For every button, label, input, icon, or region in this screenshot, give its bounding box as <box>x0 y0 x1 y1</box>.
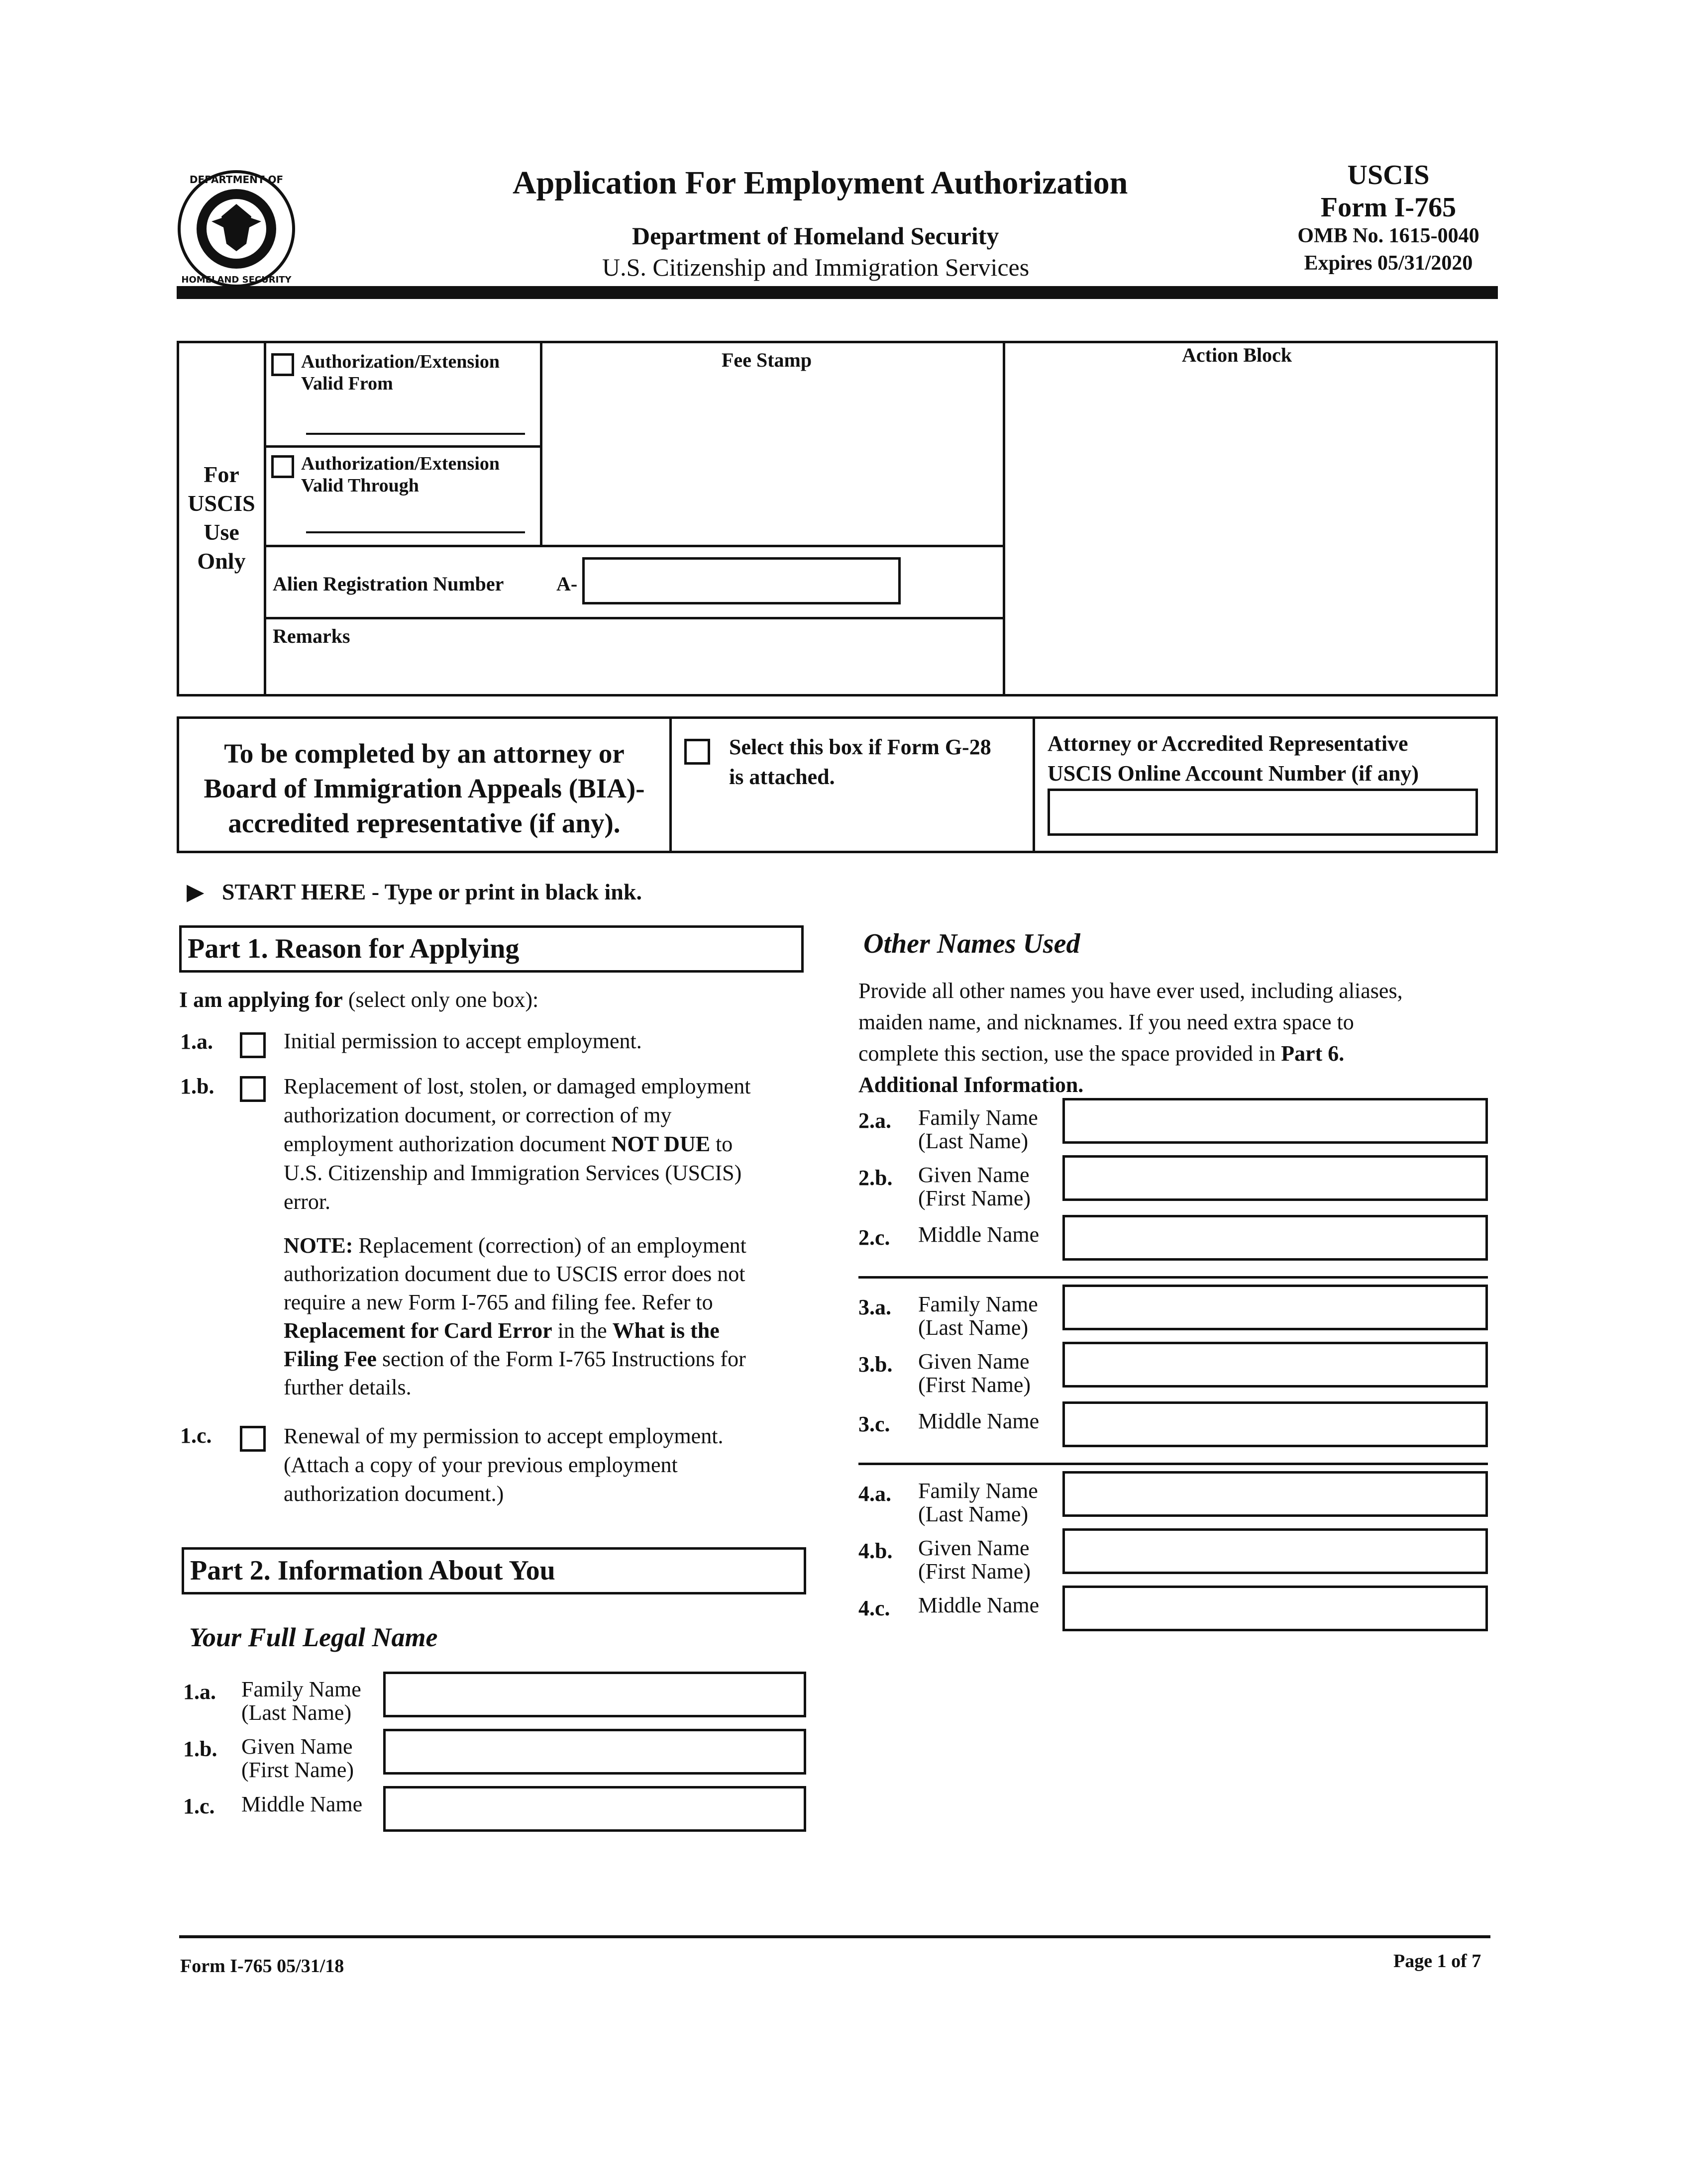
other-names-header: Other Names Used <box>863 928 1080 959</box>
for-uscis-use-only-label <box>179 460 264 576</box>
label-line: Given Name <box>918 1163 1030 1187</box>
p2-given-name-label <box>241 1735 354 1782</box>
label-line: USCIS Online Account Number (if any) <box>1048 761 1419 786</box>
p2-1a-number: 1.a. <box>183 1680 216 1704</box>
bold-text: What is the <box>612 1318 720 1343</box>
auth-valid-through-checkbox[interactable] <box>271 455 294 478</box>
other-name-input[interactable] <box>1062 1215 1488 1261</box>
other-name-input[interactable] <box>1062 1098 1488 1144</box>
expiration-date: Expires 05/31/2020 <box>1304 252 1473 275</box>
instruction-line: accredited representative (if any). <box>228 808 621 838</box>
other-name-input[interactable] <box>1062 1342 1488 1388</box>
other-name-number: 4.b. <box>858 1539 893 1563</box>
label-line: Given Name <box>241 1734 353 1759</box>
other-name-input[interactable] <box>1062 1285 1488 1330</box>
note-line <box>284 1231 746 1260</box>
label-line: (First Name) <box>918 1373 1031 1397</box>
label-line: (Last Name) <box>918 1129 1029 1153</box>
label-line: Family Name <box>918 1105 1038 1130</box>
intro-line: Additional Information. <box>858 1073 1084 1097</box>
label-line: (First Name) <box>241 1758 354 1782</box>
other-name-number: 2.b. <box>858 1166 893 1190</box>
bold-text: Replacement for Card Error <box>284 1318 552 1343</box>
label-line: Middle Name <box>918 1222 1040 1247</box>
alien-registration-label: Alien Registration Number <box>273 573 504 595</box>
label-line: Authorization/Extension <box>301 453 500 474</box>
instruction-line: To be completed by an attorney or <box>224 738 625 769</box>
label-line: authorization document, or correction of my <box>284 1103 672 1127</box>
other-names-intro <box>858 975 1403 1100</box>
action-block-divider <box>1003 343 1005 694</box>
other-name-number: 2.c. <box>858 1225 890 1250</box>
other-name-label <box>918 1593 1039 1617</box>
label-line: (Last Name) <box>918 1315 1029 1340</box>
other-name-input[interactable] <box>1062 1401 1488 1447</box>
omb-number: OMB No. 1615-0040 <box>1297 224 1479 247</box>
label-line: Family Name <box>241 1677 361 1701</box>
label-line <box>284 1130 750 1159</box>
label-line: (Attach a copy of your previous employment <box>284 1453 678 1477</box>
text: to <box>710 1132 733 1156</box>
svg-text:DEPARTMENT OF: DEPARTMENT OF <box>189 174 284 186</box>
uscis-label: USCIS <box>1347 160 1430 191</box>
p2-family-name-label <box>241 1678 361 1724</box>
label-line: Given Name <box>918 1536 1030 1560</box>
intro-bold: I am applying for <box>179 988 343 1012</box>
bold-text: Filing Fee <box>284 1347 377 1371</box>
start-here-instruction <box>187 878 642 905</box>
label-line: Middle Name <box>918 1409 1040 1433</box>
intro-line: Provide all other names you have ever used, including aliases, <box>858 979 1403 1003</box>
part1-header: Part 1. Reason for Applying <box>179 925 804 973</box>
other-name-number: 2.a. <box>858 1108 891 1133</box>
group-separator <box>858 1276 1488 1279</box>
other-name-number: 3.c. <box>858 1412 890 1436</box>
label-line: U.S. Citizenship and Immigration Services (USCIS) <box>284 1161 742 1185</box>
side-label-line: USCIS <box>188 491 255 516</box>
g28-label <box>729 732 991 792</box>
note-line: authorization document due to USCIS error does not <box>284 1262 745 1286</box>
dhs-seal-logo <box>177 169 296 289</box>
label-line: Given Name <box>918 1349 1030 1374</box>
other-name-label <box>918 1350 1031 1396</box>
valid-through-line[interactable] <box>306 531 525 533</box>
p2-1b-number: 1.b. <box>183 1737 217 1761</box>
p2-1c-number: 1.c. <box>183 1794 215 1818</box>
a-number-prefix: A- <box>556 573 578 595</box>
other-name-number: 4.a. <box>858 1482 891 1506</box>
note-line <box>284 1345 746 1373</box>
full-legal-name-subheader: Your Full Legal Name <box>189 1622 438 1652</box>
initial-permission-checkbox[interactable] <box>240 1032 266 1058</box>
page-number: Page 1 of 7 <box>1393 1951 1481 1972</box>
item-1c-number: 1.c. <box>180 1423 212 1448</box>
valid-from-line[interactable] <box>306 433 525 435</box>
instruction-line: Board of Immigration Appeals (BIA)- <box>204 773 645 803</box>
attorney-instruction <box>179 736 669 841</box>
fee-stamp-label: Fee Stamp <box>722 349 812 371</box>
renewal-label <box>284 1422 723 1508</box>
auth-valid-from-checkbox[interactable] <box>271 353 294 376</box>
replacement-checkbox[interactable] <box>240 1076 266 1102</box>
label-line: Valid From <box>301 373 393 394</box>
other-name-label <box>918 1292 1038 1339</box>
side-label-line: For <box>204 462 239 487</box>
text: section of the Form I-765 Instructions for <box>376 1347 746 1371</box>
label-line: Middle Name <box>918 1593 1040 1617</box>
other-name-input[interactable] <box>1062 1471 1488 1517</box>
attorney-divider <box>669 716 672 853</box>
part2-header: Part 2. Information About You <box>182 1547 806 1594</box>
label-line: error. <box>284 1190 331 1214</box>
other-name-input[interactable] <box>1062 1586 1488 1631</box>
label-line: (First Name) <box>918 1186 1031 1210</box>
other-name-label <box>918 1479 1038 1526</box>
row-divider <box>264 445 540 448</box>
label-line: authorization document.) <box>284 1482 504 1506</box>
p2-middle-name-label: Middle Name <box>241 1792 363 1816</box>
intro-rest: (select only one box): <box>342 988 539 1012</box>
auth-valid-through-label <box>301 453 500 496</box>
agency-name: U.S. Citizenship and Immigration Services <box>602 253 1030 281</box>
intro-line: maiden name, and nicknames. If you need extra space to <box>858 1010 1354 1034</box>
given-name-input[interactable] <box>383 1729 806 1775</box>
other-name-number: 4.c. <box>858 1596 890 1620</box>
other-name-label <box>918 1163 1031 1210</box>
form-title: Application For Employment Authorization <box>513 165 1128 201</box>
online-account-label <box>1048 729 1419 789</box>
remarks-label: Remarks <box>273 625 350 647</box>
note-line: require a new Form I-765 and filing fee. Refer to <box>284 1290 713 1314</box>
intro-line <box>858 1038 1403 1069</box>
start-here-text: START HERE - Type or print in black ink. <box>221 879 642 904</box>
label-line: Family Name <box>918 1292 1038 1316</box>
family-name-input[interactable] <box>383 1672 806 1717</box>
text: Replacement (correction) of an employment <box>353 1233 746 1258</box>
online-account-number-input[interactable] <box>1048 789 1478 836</box>
part1-intro <box>179 988 538 1012</box>
g28-attached-checkbox[interactable] <box>684 739 710 765</box>
attorney-divider <box>1033 716 1035 853</box>
side-label-line: Use <box>204 519 239 545</box>
label-line: Valid Through <box>301 475 419 496</box>
label-line: Replacement of lost, stolen, or damaged employment <box>284 1074 751 1098</box>
header-rule <box>177 286 1498 299</box>
other-name-input[interactable] <box>1062 1528 1488 1574</box>
other-name-label <box>918 1106 1038 1153</box>
label-line: Family Name <box>918 1479 1038 1503</box>
row-divider <box>264 617 1005 619</box>
label-line: Authorization/Extension <box>301 351 500 372</box>
label-line: is attached. <box>729 765 835 789</box>
other-name-label <box>918 1223 1039 1246</box>
footer-rule <box>179 1935 1490 1938</box>
middle-name-input[interactable] <box>383 1786 806 1832</box>
side-label-line: Only <box>197 548 246 574</box>
label-line: Attorney or Accredited Representative <box>1048 731 1408 756</box>
other-name-label <box>918 1409 1039 1433</box>
svg-text:HOMELAND SECURITY: HOMELAND SECURITY <box>181 275 292 285</box>
initial-permission-label: Initial permission to accept employment. <box>284 1029 642 1053</box>
other-name-label <box>918 1536 1031 1583</box>
form-number: Form I-765 <box>1320 192 1457 223</box>
label-line: Select this box if Form G-28 <box>729 735 991 759</box>
label-line: (Last Name) <box>918 1502 1029 1526</box>
side-divider <box>264 341 266 696</box>
replacement-note <box>284 1231 746 1401</box>
bold-text: Part 6. <box>1281 1041 1345 1066</box>
item-1b-number: 1.b. <box>180 1074 214 1098</box>
note-line <box>284 1316 746 1345</box>
label-line: (Last Name) <box>241 1700 352 1725</box>
action-block-label: Action Block <box>1182 344 1292 366</box>
label-line: (First Name) <box>918 1559 1031 1584</box>
label-line: Renewal of my permission to accept employment. <box>284 1424 724 1448</box>
footer-form-id: Form I-765 05/31/18 <box>180 1956 344 1977</box>
note-label: NOTE: <box>284 1233 353 1258</box>
column-divider <box>540 343 542 547</box>
text: complete this section, use the space provided in <box>858 1041 1281 1066</box>
bold-text: NOT DUE <box>611 1132 711 1156</box>
play-arrow-icon: ▶ <box>187 879 205 904</box>
auth-valid-from-label <box>301 351 500 395</box>
group-separator <box>858 1463 1488 1465</box>
renewal-checkbox[interactable] <box>240 1426 266 1452</box>
other-name-number: 3.a. <box>858 1295 891 1319</box>
alien-registration-input[interactable] <box>582 557 901 604</box>
item-1a-number: 1.a. <box>180 1029 213 1054</box>
note-line: further details. <box>284 1375 412 1399</box>
replacement-label <box>284 1072 750 1216</box>
other-name-number: 3.b. <box>858 1352 893 1377</box>
other-name-input[interactable] <box>1062 1155 1488 1201</box>
text: employment authorization document <box>284 1132 612 1156</box>
row-divider <box>264 545 1005 547</box>
department-name: Department of Homeland Security <box>632 222 999 250</box>
text: in the <box>552 1318 613 1343</box>
